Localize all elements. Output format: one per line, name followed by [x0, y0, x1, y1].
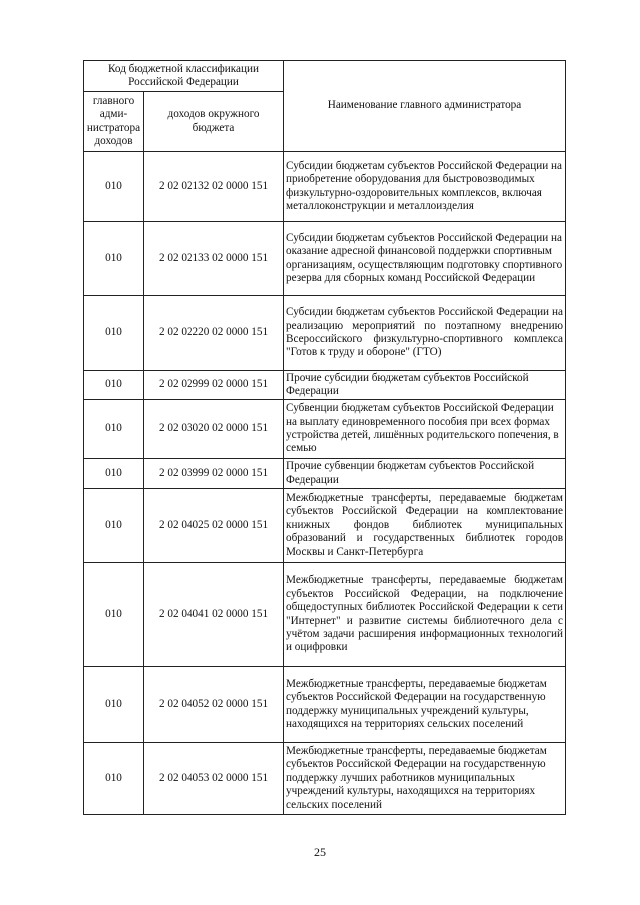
- table-row: [84, 563, 566, 667]
- admin-code-cell: 010: [84, 563, 144, 667]
- table-row: [84, 371, 566, 400]
- budget-code-cell: 2 02 02133 02 0000 151: [144, 222, 284, 296]
- header-district-budget-income: доходов окружного бюджета: [144, 92, 284, 152]
- page-number: 25: [314, 845, 326, 859]
- admin-code-cell: 010: [84, 222, 144, 296]
- table-row: [84, 296, 566, 371]
- budget-code-cell: 2 02 04025 02 0000 151: [144, 489, 284, 563]
- header-budget-code-group: Код бюджетной классификации Российской Федерации: [84, 61, 284, 92]
- admin-code-cell: 010: [84, 296, 144, 371]
- budget-code-cell: 2 02 02132 02 0000 151: [144, 152, 284, 222]
- budget-code-cell: 2 02 02999 02 0000 151: [144, 371, 284, 400]
- administrator-name-cell: Межбюджетные трансферты, передаваемые бюджетам субъектов Российской Федерации на государственную поддержку муниципальных учреждений культуры, находящихся на территориях сельских поселений: [284, 667, 566, 743]
- budget-code-cell: 2 02 04041 02 0000 151: [144, 563, 284, 667]
- admin-code-cell: 010: [84, 371, 144, 400]
- budget-code-cell: 2 02 04053 02 0000 151: [144, 743, 284, 815]
- budget-code-cell: 2 02 02220 02 0000 151: [144, 296, 284, 371]
- administrator-name-cell: Прочие субвенции бюджетам субъектов Российской Федерации: [284, 459, 566, 489]
- admin-code-cell: 010: [84, 400, 144, 459]
- admin-code-cell: 010: [84, 743, 144, 815]
- administrator-name-cell: Субсидии бюджетам субъектов Российской Федерации на оказание адресной финансовой поддержки спортивным организациям, осуществляющим подготовку спортивного резерва для сборных команд Российской Федерации: [284, 222, 566, 296]
- header-administrator-name: Наименование главного администратора: [284, 61, 566, 152]
- administrator-name-cell: Субсидии бюджетам субъектов Российской Федерации на реализацию мероприятий по поэтапному внедрению Всероссийского физкультурно-спортивного комплекса "Готов к труду и обороне" (ГТО): [284, 296, 566, 371]
- administrator-name-cell: Субвенции бюджетам субъектов Российской Федерации на выплату единовременного пособия при всех формах устройства детей, лишённых родительского попечения, в семью: [284, 400, 566, 459]
- table-row: [84, 222, 566, 296]
- budget-code-cell: 2 02 04052 02 0000 151: [144, 667, 284, 743]
- administrator-name-cell: Межбюджетные трансферты, передаваемые бюджетам субъектов Российской Федерации на комплектование книжных фондов библиотек муниципальных образований и государственных библиотек городов Москвы и Санкт-Петербурга: [284, 489, 566, 563]
- admin-code-cell: 010: [84, 459, 144, 489]
- budget-code-cell: 2 02 03020 02 0000 151: [144, 400, 284, 459]
- table-row: [84, 667, 566, 743]
- administrator-name-cell: Субсидии бюджетам субъектов Российской Федерации на приобретение оборудования для быстровозводимых физкультурно-оздоровительных комплексов, включая металлоконструкции и металлоизделия: [284, 152, 566, 222]
- admin-code-cell: 010: [84, 667, 144, 743]
- admin-code-cell: 010: [84, 152, 144, 222]
- admin-code-cell: 010: [84, 489, 144, 563]
- administrator-name-cell: Межбюджетные трансферты, передаваемые бюджетам субъектов Российской Федерации, на подключение общедоступных библиотек Российской Федерации к сети "Интернет" и развитие системы библиотечного дела с учётом задачи расширения информационных технологий и оцифровки: [284, 563, 566, 667]
- budget-code-cell: 2 02 03999 02 0000 151: [144, 459, 284, 489]
- table-row: [84, 152, 566, 222]
- table-row: [84, 743, 566, 815]
- header-main-administrator: главного адми-нистратора доходов: [84, 92, 144, 152]
- administrator-name-cell: Прочие субсидии бюджетам субъектов Российской Федерации: [284, 371, 566, 400]
- budget-classification-table: [83, 60, 566, 815]
- administrator-name-cell: Межбюджетные трансферты, передаваемые бюджетам субъектов Российской Федерации на государственную поддержку лучших работников муниципальных учреждений культуры, находящихся на территориях сельских поселений: [284, 743, 566, 815]
- table-row: [84, 400, 566, 459]
- table-row: [84, 459, 566, 489]
- table-row: [84, 489, 566, 563]
